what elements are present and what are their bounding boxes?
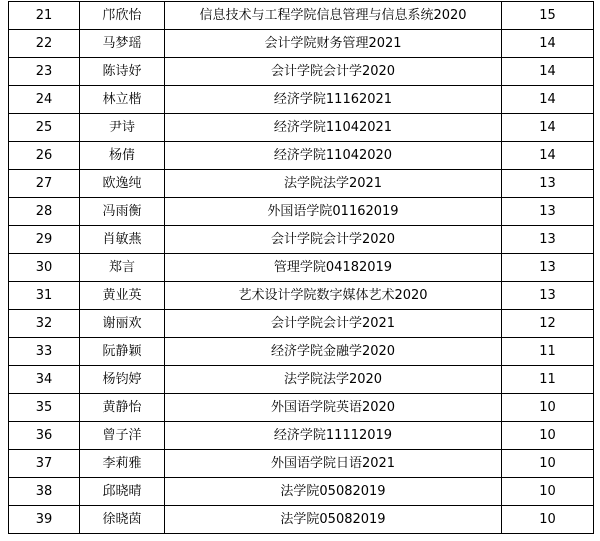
student-name: 邝欣怡 bbox=[80, 2, 165, 30]
table-row bbox=[9, 226, 594, 254]
row-number: 26 bbox=[9, 142, 80, 170]
count-value: 13 bbox=[502, 198, 594, 226]
student-name: 邱晓晴 bbox=[80, 478, 165, 506]
count-value: 14 bbox=[502, 142, 594, 170]
row-number: 35 bbox=[9, 394, 80, 422]
department-class: 会计学院会计学2020 bbox=[165, 58, 502, 86]
department-class: 外国语学院英语2020 bbox=[165, 394, 502, 422]
count-value: 13 bbox=[502, 170, 594, 198]
row-number: 33 bbox=[9, 338, 80, 366]
department-class: 经济学院11112019 bbox=[165, 422, 502, 450]
department-class: 法学院05082019 bbox=[165, 506, 502, 534]
row-number: 34 bbox=[9, 366, 80, 394]
department-class: 艺术设计学院数字媒体艺术2020 bbox=[165, 282, 502, 310]
count-value: 14 bbox=[502, 114, 594, 142]
department-class: 信息技术与工程学院信息管理与信息系统2020 bbox=[165, 2, 502, 30]
count-value: 10 bbox=[502, 506, 594, 534]
student-name: 郑言 bbox=[80, 254, 165, 282]
row-number: 29 bbox=[9, 226, 80, 254]
student-name: 阮静颖 bbox=[80, 338, 165, 366]
student-name: 曾子洋 bbox=[80, 422, 165, 450]
row-number: 25 bbox=[9, 114, 80, 142]
count-value: 13 bbox=[502, 282, 594, 310]
count-value: 10 bbox=[502, 394, 594, 422]
count-value: 13 bbox=[502, 226, 594, 254]
row-number: 37 bbox=[9, 450, 80, 478]
table-row bbox=[9, 2, 594, 30]
count-value: 10 bbox=[502, 450, 594, 478]
student-name: 欧逸纯 bbox=[80, 170, 165, 198]
count-value: 14 bbox=[502, 30, 594, 58]
department-class: 会计学院财务管理2021 bbox=[165, 30, 502, 58]
department-class: 经济学院11162021 bbox=[165, 86, 502, 114]
row-number: 39 bbox=[9, 506, 80, 534]
department-class: 经济学院11042021 bbox=[165, 114, 502, 142]
row-number: 32 bbox=[9, 310, 80, 338]
count-value: 15 bbox=[502, 2, 594, 30]
table-row bbox=[9, 86, 594, 114]
student-name: 林立楷 bbox=[80, 86, 165, 114]
table-row bbox=[9, 58, 594, 86]
row-number: 36 bbox=[9, 422, 80, 450]
student-name: 黄业英 bbox=[80, 282, 165, 310]
table-row bbox=[9, 478, 594, 506]
student-name: 肖敏燕 bbox=[80, 226, 165, 254]
student-name: 谢丽欢 bbox=[80, 310, 165, 338]
table-row bbox=[9, 394, 594, 422]
department-class: 外国语学院日语2021 bbox=[165, 450, 502, 478]
count-value: 12 bbox=[502, 310, 594, 338]
student-name: 黄静怡 bbox=[80, 394, 165, 422]
student-name: 徐晓茵 bbox=[80, 506, 165, 534]
department-class: 会计学院会计学2020 bbox=[165, 226, 502, 254]
row-number: 31 bbox=[9, 282, 80, 310]
row-number: 28 bbox=[9, 198, 80, 226]
department-class: 法学院法学2020 bbox=[165, 366, 502, 394]
ranking-table bbox=[8, 1, 594, 534]
department-class: 经济学院11042020 bbox=[165, 142, 502, 170]
table-row bbox=[9, 30, 594, 58]
table-row bbox=[9, 114, 594, 142]
row-number: 22 bbox=[9, 30, 80, 58]
department-class: 法学院法学2021 bbox=[165, 170, 502, 198]
department-class: 管理学院04182019 bbox=[165, 254, 502, 282]
row-number: 23 bbox=[9, 58, 80, 86]
row-number: 21 bbox=[9, 2, 80, 30]
count-value: 10 bbox=[502, 478, 594, 506]
table-row bbox=[9, 506, 594, 534]
student-name: 陈诗妤 bbox=[80, 58, 165, 86]
table-row bbox=[9, 142, 594, 170]
row-number: 24 bbox=[9, 86, 80, 114]
table-row bbox=[9, 170, 594, 198]
student-name: 杨钧婷 bbox=[80, 366, 165, 394]
table-row bbox=[9, 366, 594, 394]
row-number: 27 bbox=[9, 170, 80, 198]
department-class: 经济学院金融学2020 bbox=[165, 338, 502, 366]
count-value: 14 bbox=[502, 86, 594, 114]
count-value: 13 bbox=[502, 254, 594, 282]
count-value: 10 bbox=[502, 422, 594, 450]
department-class: 外国语学院01162019 bbox=[165, 198, 502, 226]
student-name: 尹诗 bbox=[80, 114, 165, 142]
count-value: 14 bbox=[502, 58, 594, 86]
student-name: 杨倩 bbox=[80, 142, 165, 170]
table-row bbox=[9, 450, 594, 478]
student-name: 李莉雅 bbox=[80, 450, 165, 478]
table-row bbox=[9, 282, 594, 310]
row-number: 30 bbox=[9, 254, 80, 282]
table-row bbox=[9, 254, 594, 282]
count-value: 11 bbox=[502, 366, 594, 394]
table-row bbox=[9, 338, 594, 366]
department-class: 法学院05082019 bbox=[165, 478, 502, 506]
count-value: 11 bbox=[502, 338, 594, 366]
row-number: 38 bbox=[9, 478, 80, 506]
table-row bbox=[9, 198, 594, 226]
table-row bbox=[9, 310, 594, 338]
department-class: 会计学院会计学2021 bbox=[165, 310, 502, 338]
student-name: 马梦瑶 bbox=[80, 30, 165, 58]
table-row bbox=[9, 422, 594, 450]
student-name: 冯雨衡 bbox=[80, 198, 165, 226]
